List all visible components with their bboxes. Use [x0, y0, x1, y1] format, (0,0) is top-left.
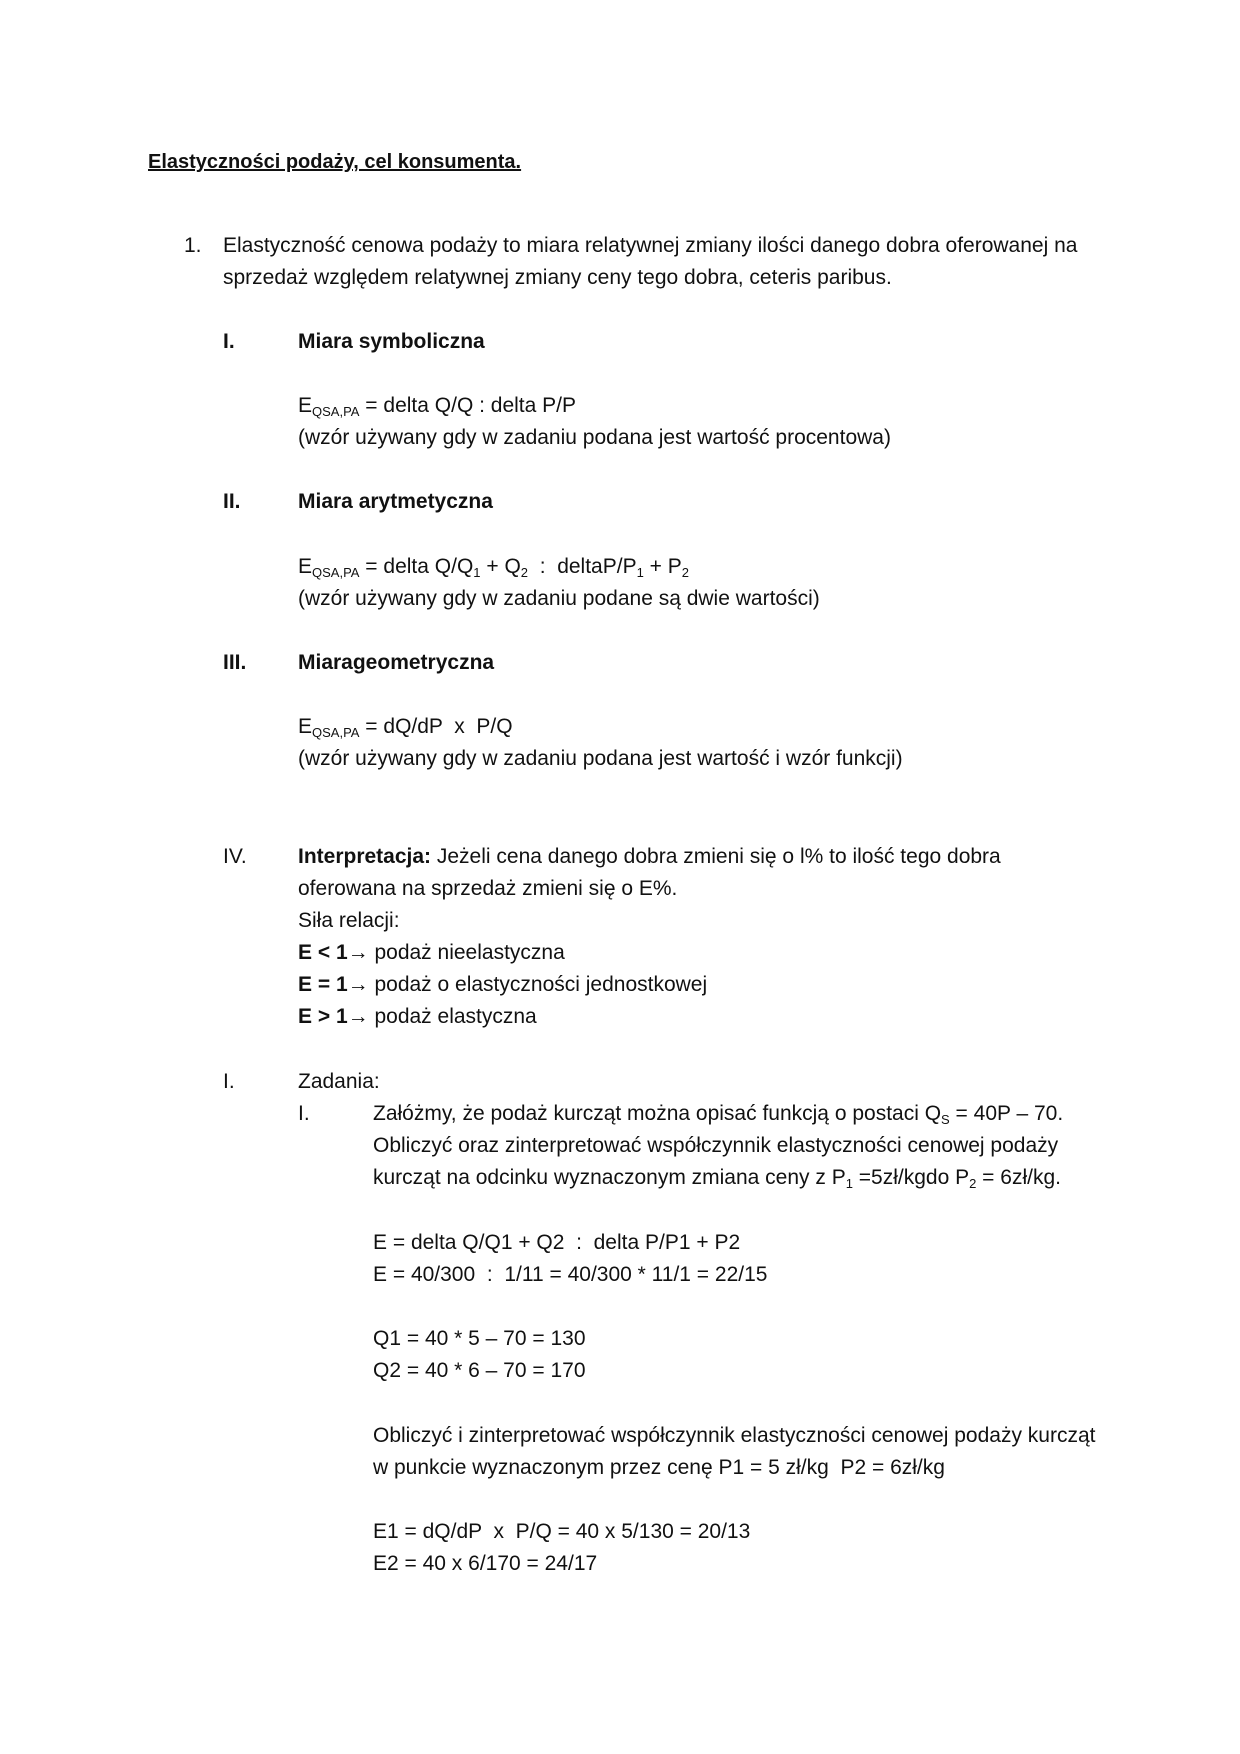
item-number: 1.	[184, 234, 202, 257]
measure-note: (wzór używany gdy w zadaniu podana jest wartość i wzór funkcji)	[298, 747, 903, 770]
measure-heading: Miara symboliczna	[298, 330, 485, 353]
measure-formula: $E_{QSA,PA}$ = delta Q/Q : delta P/P	[298, 394, 577, 419]
strength-rule: E = 1→ podaż o elastyczności jednostkowej	[298, 973, 708, 996]
arrow-right-icon: →	[347, 941, 375, 964]
strength-rule: E < 1→ podaż nieelastyczna	[298, 941, 565, 964]
arrow-right-icon: →	[347, 973, 375, 996]
page-title: Elastyczności podaży, cel konsumenta.	[148, 151, 522, 173]
calc-line: Q2 = 40 * 6 – 70 = 170	[373, 1359, 586, 1382]
task-line-3: kurcząt na odcinku wyznaczonym zmiana ceny z $P_1$ =5zł/kgdo $P_2$ = 6zł/kg.	[373, 1166, 1061, 1191]
task-line-2: Obliczyć oraz zinterpretować współczynnik elastyczności cenowej podaży	[373, 1134, 1059, 1157]
interpretation-line-1: Interpretacja: Jeżeli cena danego dobra zmieni się o l% to ilość tego dobra	[298, 845, 1001, 868]
definition-line-1: Elastyczność cenowa podaży to miara relatywnej zmiany ilości danego dobra oferowanej na	[223, 234, 1078, 257]
measure-numeral: II.	[223, 490, 241, 513]
strength-label: Siła relacji:	[298, 909, 400, 932]
calc-line: E1 = dQ/dP x P/Q = 40 x 5/130 = 20/13	[373, 1520, 751, 1543]
arrow-right-icon: →	[347, 1005, 375, 1028]
task-line-1: Załóżmy, że podaż kurcząt można opisać funkcją o postaci $Q_S = 40P - 70$.	[373, 1102, 1064, 1127]
interpretation-line-2: oferowana na sprzedaż zmieni się o E%.	[298, 877, 678, 900]
measure-note: (wzór używany gdy w zadaniu podane są dwie wartości)	[298, 587, 820, 610]
tasks-label: Zadania:	[298, 1070, 380, 1093]
definition-line-2: sprzedaż względem relatywnej zmiany ceny tego dobra, ceteris paribus.	[223, 266, 892, 289]
measure-formula: $E_{QSA,PA} = dQ/dP$ x P/Q	[298, 715, 513, 740]
measure-heading: Miarageometryczna	[298, 651, 495, 674]
measure-numeral: III.	[223, 651, 247, 674]
calc-line: w punkcie wyznaczonym przez cenę P1 = 5 zł/kg P2 = 6zł/kg	[373, 1456, 945, 1479]
task-numeral: I.	[298, 1102, 310, 1125]
measure-heading: Miara arytmetyczna	[298, 490, 493, 513]
calc-line: E = delta Q/Q1 + Q2 : delta P/P1 + P2	[373, 1231, 741, 1254]
calc-line: E = 40/300 : 1/11 = 40/300 * 11/1 = 22/15	[373, 1263, 768, 1286]
measure-numeral: I.	[223, 330, 235, 353]
measure-note: (wzór używany gdy w zadaniu podana jest wartość procentowa)	[298, 426, 891, 449]
tasks-numeral: I.	[223, 1070, 235, 1093]
calc-line: E2 = 40 x 6/170 = 24/17	[373, 1552, 598, 1575]
calc-line: Obliczyć i zinterpretować współczynnik elastyczności cenowej podaży kurcząt	[373, 1424, 1096, 1447]
calc-line: Q1 = 40 * 5 – 70 = 130	[373, 1327, 586, 1350]
strength-rule: E > 1→ podaż elastyczna	[298, 1005, 537, 1028]
measure-formula: $E_{QSA,PA}$ = delta $Q/Q_1 + Q_2$ : deltaP/$P_1 + P_2$	[298, 555, 690, 580]
interpretation-numeral: IV.	[223, 845, 247, 868]
